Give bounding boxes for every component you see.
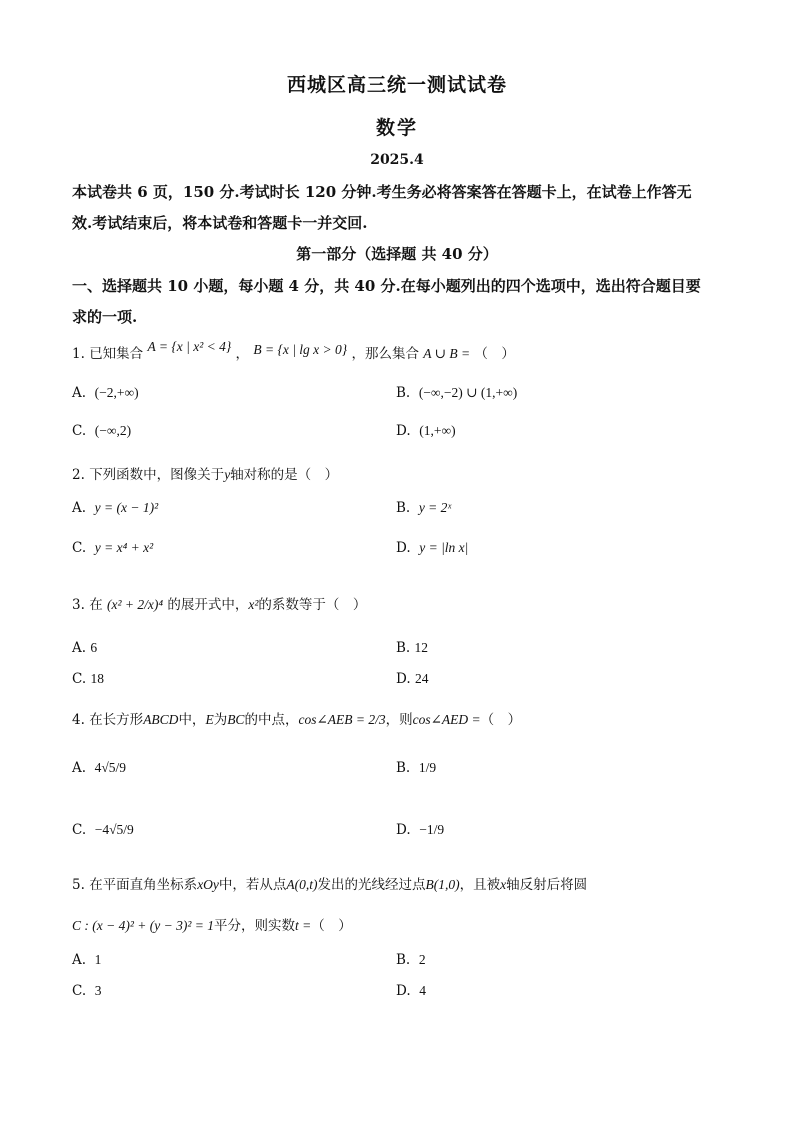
q4-option-a[interactable]: A. 4√5/9 bbox=[72, 760, 127, 776]
q1-option-a[interactable]: A. (−2,+∞) bbox=[72, 385, 139, 401]
q1-option-d[interactable]: D. (1,+∞) bbox=[396, 423, 456, 439]
question-number: 5. bbox=[72, 877, 85, 893]
question-4-stem: 4. 在长方形ABCD中，E为BC的中点，cos∠AEB = 2/3，则cos∠AED =（ ） bbox=[72, 712, 522, 728]
circle-equation: C : (x − 4)² + (y − 3)² = 1 bbox=[72, 918, 215, 933]
instructions-line-1: 本试卷共 6 页，150 分.考试时长 120 分钟.考生务必将答案答在答题卡上，在试卷上作答无 bbox=[72, 183, 692, 201]
q1-option-c[interactable]: C. (−∞,2) bbox=[72, 423, 132, 439]
cos-given: cos∠AEB = 2/3 bbox=[298, 712, 386, 727]
question-5-stem-line-2: C : (x − 4)² + (y − 3)² = 1平分，则实数t =（ ） bbox=[72, 918, 352, 934]
question-number: 4. bbox=[72, 712, 85, 728]
question-5-stem-line-1: 5. 在平面直角坐标系xOy中，若从点A(0,t)发出的光线经过点B(1,0)，且被x轴反射后将圆 bbox=[72, 877, 588, 893]
exam-date: 2025.4 bbox=[370, 152, 424, 168]
q5-option-b[interactable]: B. 2 bbox=[396, 952, 426, 968]
q4-option-b[interactable]: B. 1/9 bbox=[396, 760, 437, 776]
section-intro-line-2: 求的一项. bbox=[72, 308, 138, 326]
question-number: 3. bbox=[72, 597, 85, 613]
subject-title: 数学 bbox=[375, 117, 418, 139]
q3-option-a[interactable]: A. 6 bbox=[72, 640, 98, 656]
q2-option-c[interactable]: C. y = x⁴ + x² bbox=[72, 540, 154, 556]
question-number: 1. bbox=[72, 346, 85, 362]
binomial-expression: (x² + 2/x)⁴ bbox=[106, 597, 164, 612]
q3-option-d[interactable]: D. 24 bbox=[396, 671, 429, 687]
q4-option-c[interactable]: C. −4√5/9 bbox=[72, 822, 134, 838]
q5-option-d[interactable]: D. 4 bbox=[396, 983, 426, 999]
cos-asked: cos∠AED = bbox=[412, 712, 481, 727]
section-intro-line-1: 一、选择题共 10 小题，每小题 4 分，共 40 分.在每小题列出的四个选项中，选出符合题目要 bbox=[72, 277, 701, 295]
q3-option-b[interactable]: B. 12 bbox=[396, 640, 429, 656]
exam-title: 西城区高三统一测试试卷 bbox=[286, 74, 507, 96]
q3-option-c[interactable]: C. 18 bbox=[72, 671, 104, 687]
q5-option-c[interactable]: C. 3 bbox=[72, 983, 102, 999]
instructions-line-2: 效.考试结束后，将本试卷和答题卡一并交回. bbox=[72, 214, 368, 232]
question-number: 2. bbox=[72, 467, 85, 483]
set-b-expression: B = {x | lg x > 0} bbox=[253, 342, 348, 357]
section-title: 第一部分（选择题 共 40 分） bbox=[296, 245, 498, 263]
union-expression: A ∪ B = bbox=[423, 346, 471, 361]
q4-option-d[interactable]: D. −1/9 bbox=[396, 822, 445, 838]
q1-option-b[interactable]: B. (−∞,−2) ∪ (1,+∞) bbox=[396, 385, 518, 401]
q2-option-a[interactable]: A. y = (x − 1)² bbox=[72, 500, 159, 516]
question-3-stem: 3. 在 (x² + 2/x)⁴ 的展开式中，x²的系数等于（ ） bbox=[72, 597, 367, 613]
question-1-stem: 1. 已知集合 A = {x | x² < 4} ， B = {x | lg x > 0} ，那么集合 A ∪ B = （ ） bbox=[72, 339, 515, 362]
q5-option-a[interactable]: A. 1 bbox=[72, 952, 102, 968]
set-a-expression: A = {x | x² < 4} bbox=[147, 339, 232, 354]
question-2-stem: 2. 下列函数中，图像关于y轴对称的是（ ） bbox=[72, 467, 339, 483]
q2-option-b[interactable]: B. y = 2ˣ bbox=[396, 500, 452, 516]
q2-option-d[interactable]: D. y = |ln x| bbox=[396, 540, 469, 556]
